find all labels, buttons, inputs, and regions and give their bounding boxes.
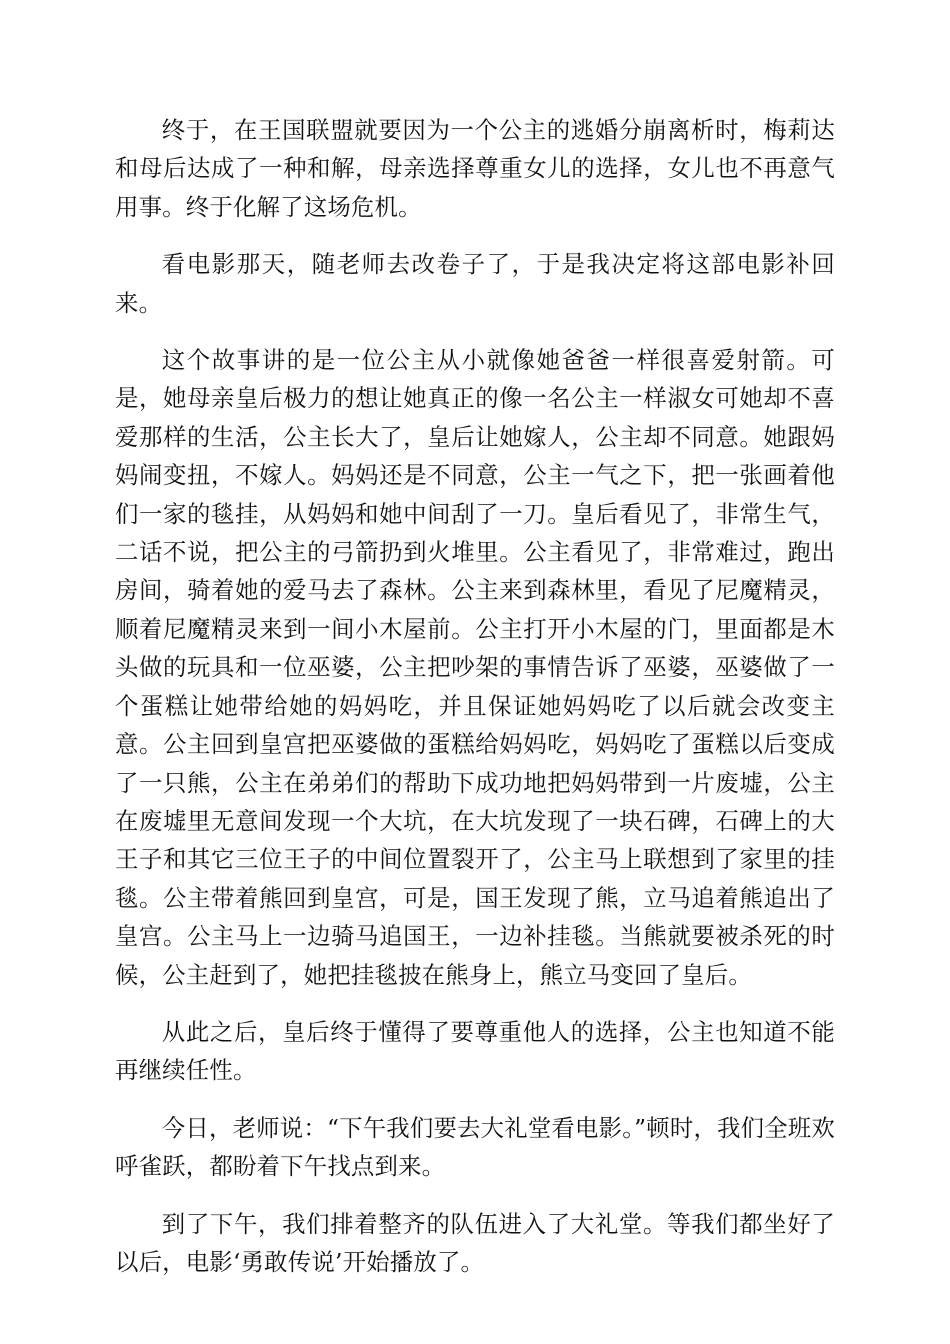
paragraph-5: 今日，老师说：“下午我们要去大礼堂看电影。”顿时，我们全班欢呼雀跃，都盼着下午找点到来。 <box>115 1113 835 1181</box>
paragraph-3: 这个故事讲的是一位公主从小就像她爸爸一样很喜爱射箭。可是，她母亲皇后极力的想让她真正的像一名公主一样淑女可她却不喜爱那样的生活，公主长大了，皇后让她嫁人，公主却不同意。她跟妈妈闹变扭，不嫁人。妈妈还是不同意，公主一气之下，把一张画着他们一家的毯挂，从妈妈和她中间刮了一刀。皇后看见了，非常生气，二话不说，把公主的弓箭扔到火堆里。公主看见了，非常难过，跑出房间，骑着她的爱马去了森林。公主来到森林里，看见了尼魔精灵，顺着尼魔精灵来到一间小木屋前。公主打开小木屋的门，里面都是木头做的玩具和一位巫婆，公主把吵架的事情告诉了巫婆，巫婆做了一个蛋糕让她带给她的妈妈吃，并且保证她妈妈吃了以后就会改变主意。公主回到皇宫把巫婆做的蛋糕给妈妈吃，妈妈吃了蛋糕以后变成了一只熊，公主在弟弟们的帮助下成功地把妈妈带到一片废墟，公主在废墟里无意间发现一个大坑，在大坑发现了一块石碑，石碑上的大王子和其它三位王子的中间位置裂开了，公主马上联想到了家里的挂毯。公主带着熊回到皇宫，可是，国王发现了熊，立马追着熊追出了皇宫。公主马上一边骑马追国王，一边补挂毯。当熊就要被杀死的时候，公主赶到了，她把挂毯披在熊身上，熊立马变回了皇后。 <box>115 346 835 989</box>
document-page <box>115 0 835 1281</box>
paragraph-2: 看电影那天，随老师去改卷子了，于是我决定将这部电影补回来。 <box>115 250 835 317</box>
paragraph-4: 从此之后，皇后终于懂得了要尊重他人的选择，公主也知道不能再继续任性。 <box>115 1017 835 1085</box>
paragraph-6: 到了下午，我们排着整齐的队伍进入了大礼堂。等我们都坐好了以后，电影‘勇敢传说’开始播放了。 <box>115 1209 835 1276</box>
paragraph-1: 终于，在王国联盟就要因为一个公主的逃婚分崩离析时，梅莉达和母后达成了一种和解，母亲选择尊重女儿的选择，女儿也不再意气用事。终于化解了这场危机。 <box>115 116 835 221</box>
